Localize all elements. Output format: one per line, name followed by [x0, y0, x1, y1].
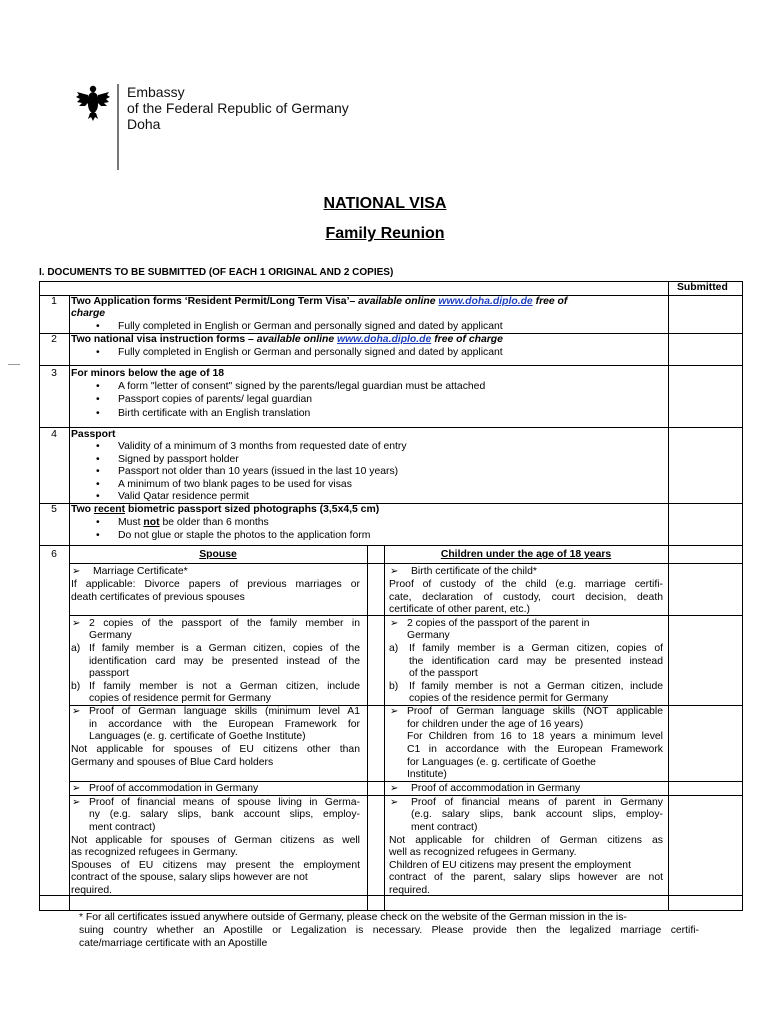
letterhead-line-1: Embassy [127, 84, 185, 100]
rule [39, 281, 743, 282]
margin-mark [8, 364, 20, 365]
row-number: 6 [51, 549, 57, 560]
spouse-item: as recognized refugees in Germany. [71, 847, 238, 858]
rule [69, 781, 743, 782]
rule [39, 365, 743, 366]
submitted-column-header: Submitted [677, 282, 728, 293]
children-item: Not applicable for children of German citizens as [389, 835, 663, 846]
row-2-free: free of charge [434, 334, 503, 345]
rule [742, 281, 743, 911]
spouse-item: contract of the spouse, salary slips however are not [71, 872, 308, 883]
row-1-title [71, 296, 567, 309]
spouse-item: Not applicable for spouses of German citizens as well [71, 835, 360, 846]
spouse-item: If family member is a German citizen, copies of the [89, 643, 360, 654]
rule [69, 295, 70, 911]
letterhead-divider [117, 84, 119, 170]
letterhead-line-2: of the Federal Republic of Germany [127, 100, 349, 116]
spouse-item: Germany [89, 630, 132, 641]
spouse-item: ment contract) [89, 822, 156, 833]
children-item: Proof of accommodation in Germany [411, 783, 581, 794]
children-item: ment contract) [411, 822, 478, 833]
list-item: • Do not glue or staple the photos to the application form [118, 530, 370, 543]
spouse-item: 2 copies of the passport of the family member in [89, 618, 360, 629]
row-5-must: Must [118, 517, 141, 528]
row-5-title-rest: biometric passport sized photographs (3,5x4,5 cm) [127, 504, 380, 515]
list-item [118, 517, 269, 530]
spouse-item: If applicable: Divorce papers of previous marriages or [71, 579, 360, 590]
row-3-title: For minors below the age of 18 [71, 368, 224, 379]
spouse-column-header: Spouse [199, 549, 237, 560]
list-item: • Signed by passport holder [118, 454, 239, 467]
spouse-item: b) [71, 681, 81, 692]
children-item: If family member is a German citizen, copies of [409, 643, 663, 654]
spouse-item: required. [71, 885, 113, 896]
row-5-not: not [143, 517, 160, 528]
row-number: 2 [51, 334, 57, 345]
children-item: contract of the parent, salary slips however are not [389, 872, 663, 883]
children-item: required. [389, 885, 431, 896]
section-heading: I. DOCUMENTS TO BE SUBMITTED (OF EACH 1 ORIGINAL AND 2 COPIES) [39, 267, 394, 278]
documents-table [39, 281, 743, 911]
list-item: • Fully completed in English or German and personally signed and dated by applicant [118, 321, 503, 334]
spouse-item: copies of residence permit for Germany [89, 693, 271, 704]
list-item: • A minimum of two blank pages to be used for visas [118, 479, 352, 492]
children-column-header: Children under the age of 18 years [440, 549, 612, 560]
list-item: • Fully completed in English or German and personally signed and dated by applicant [118, 347, 503, 360]
children-item: b) [389, 681, 399, 692]
row-number: 1 [51, 296, 57, 307]
children-item: Proof of German language skills (NOT applicable [407, 706, 663, 717]
spouse-item: Proof of accommodation in Germany [89, 783, 259, 794]
children-item: Birth certificate of the child* [411, 566, 537, 577]
arrow-bullet-icon: ➢ [390, 783, 399, 794]
arrow-bullet-icon: ➢ [72, 783, 81, 794]
children-item: If family member is not a German citizen, include [409, 681, 663, 692]
spouse-item: death certificates of previous spouses [71, 592, 245, 603]
spouse-item: in accordance with the European Framework for [89, 719, 360, 730]
rule [367, 545, 368, 911]
spouse-item: Languages (e. g. certificate of Goethe Institute) [89, 731, 306, 742]
spouse-item: passport [89, 668, 129, 679]
row-1-free: free of [535, 296, 568, 307]
children-item: Children of EU citizens may present the employment [389, 860, 631, 871]
children-item: certificate of other parent, etc.) [389, 604, 530, 615]
list-item: • A form "letter of consent" signed by the parents/legal guardian must be attached [118, 381, 485, 394]
rule [39, 427, 743, 428]
arrow-bullet-icon: ➢ [72, 618, 81, 629]
children-item: Proof of custody of the child (e.g. marriage certifi- [389, 579, 663, 590]
children-item: C1 in accordance with the European Framework [407, 744, 663, 755]
rule [39, 910, 743, 911]
arrow-bullet-icon: ➢ [72, 566, 81, 577]
row-5-title [71, 504, 379, 517]
list-item: • Validity of a minimum of 3 months from requested date of entry [118, 441, 407, 454]
footnote-line: cate/marriage certificate with an Apostille [79, 938, 268, 949]
row-5-recent: recent [93, 504, 126, 515]
row-2-title-text: Two national visa instruction forms – [71, 334, 254, 345]
letterhead-line-3: Doha [127, 116, 161, 132]
rule [69, 563, 743, 564]
list-item: • Passport not older than 10 years (issued in the last 10 years) [118, 466, 398, 479]
spouse-item: Marriage Certificate* [93, 566, 188, 577]
rule [39, 545, 743, 546]
children-item: of the passport [409, 668, 478, 679]
children-item: Institute) [407, 769, 447, 780]
footnote-line: suing country whether an Apostille or Legalization is necessary. Please provide then the legalized marriage certifi- [79, 925, 699, 936]
row-2-title [71, 334, 503, 347]
children-item: Germany [407, 630, 450, 641]
spouse-item: Proof of German language skills (minimum level A1 [89, 706, 360, 717]
spouse-item: ny (e.g. salary slips, bank account slips, employ- [89, 809, 360, 820]
arrow-bullet-icon: ➢ [390, 706, 399, 717]
spouse-item: If family member is not a German citizen, include [89, 681, 360, 692]
spouse-item: Germany and spouses of Blue Card holders [71, 757, 274, 768]
list-item: • Birth certificate with an English translation [118, 408, 310, 421]
spouse-item: a) [71, 643, 81, 654]
spouse-item: Spouses of EU citizens may present the employment [71, 860, 360, 871]
spouse-item: Not applicable for spouses of EU citizens other than [71, 744, 360, 755]
arrow-bullet-icon: ➢ [390, 566, 399, 577]
children-item: a) [389, 643, 399, 654]
row-4-title: Passport [71, 429, 116, 440]
embassy-letterhead [127, 84, 349, 132]
rule [668, 281, 669, 911]
arrow-bullet-icon: ➢ [390, 797, 399, 808]
children-item: 2 copies of the passport of the parent in [407, 618, 590, 629]
row-5-title-text: Two [71, 504, 92, 515]
embassy-website-link[interactable]: www.doha.diplo.de [337, 334, 432, 345]
row-2-available: available online [256, 334, 335, 345]
arrow-bullet-icon: ➢ [390, 618, 399, 629]
list-item: • Passport copies of parents/ legal guardian [118, 394, 312, 407]
embassy-website-link[interactable]: www.doha.diplo.de [438, 296, 533, 307]
children-item: the identification card may be presented instead [409, 656, 663, 667]
children-item: (e.g. salary slips, bank account slips, employ- [411, 809, 663, 820]
footnote-line: * For all certificates issued anywhere outside of Germany, please check on the website of the German mission in the is- [79, 912, 627, 923]
page-subtitle: Family Reunion [325, 225, 445, 242]
row-number: 4 [51, 429, 57, 440]
children-item: cate, declaration of custody, court decision, death [389, 592, 663, 603]
row-1-title-cont: charge [71, 308, 106, 319]
row-number: 5 [51, 504, 57, 515]
children-item: for children under the age of 16 years) [407, 719, 584, 730]
row-number: 3 [51, 368, 57, 379]
page-title: NATIONAL VISA [323, 195, 447, 212]
row-1-available: available online [358, 296, 436, 307]
children-item: For Children from 16 to 18 years a minimum level [407, 731, 663, 742]
children-item: for Languages (e. g. certificate of Goethe [407, 757, 596, 768]
row-5-age: be older than 6 months [162, 517, 269, 528]
children-item: copies of the residence permit for Germany [409, 693, 609, 704]
arrow-bullet-icon: ➢ [72, 706, 81, 717]
spouse-item: identification card may be presented instead of the [89, 656, 360, 667]
spouse-item: Proof of financial means of spouse living in Germa- [89, 797, 360, 808]
children-item: well as recognized refugees in Germany. [389, 847, 577, 858]
federal-eagle-icon [76, 84, 110, 122]
children-item: Proof of financial means of parent in Germany [411, 797, 663, 808]
rule [384, 545, 385, 911]
list-item: • Valid Qatar residence permit [118, 491, 249, 504]
arrow-bullet-icon: ➢ [72, 797, 81, 808]
row-1-title-text: Two Application forms ‘Resident Permit/Long Term Visa’– [71, 296, 356, 307]
